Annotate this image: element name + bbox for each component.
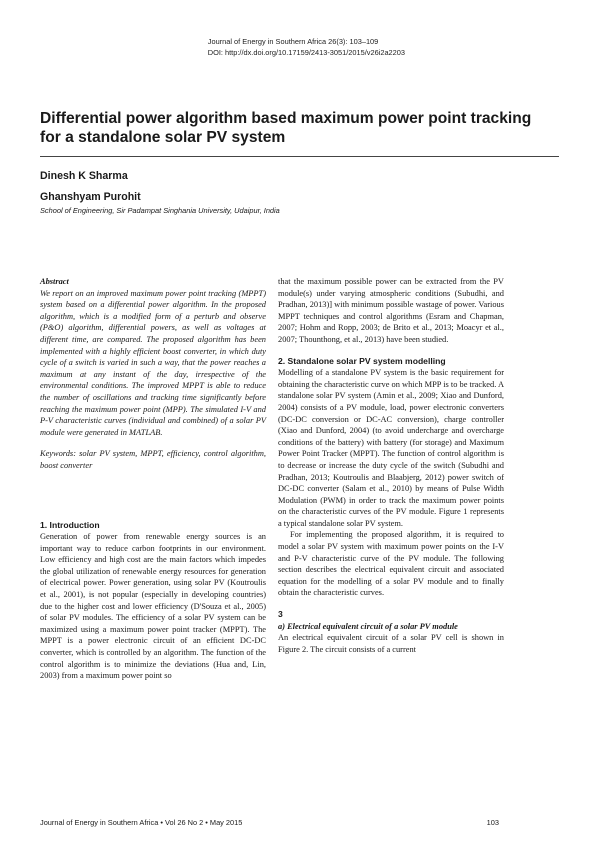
intro-text: Generation of power from renewable energy sources is an important way to reduce carbon footprints in our environment. Low efficiency and high cost are the main factors which impedes the global utilization of renewable energy resources for generation of electrical power. Power generation, using solar PV (Koutroulis et al., 2001), is not popular (especially in developing countries) due to the higher cost and lower efficiency (D'Souza et al., 2005) of solar PV modules. The efficiency of a solar PV system can be maximized using a maximum power point tracker (MPPT). The MPPT is a power electronic circuit of an efficient DC-DC converter, which is controlled by an algorithm. The function of the control algorithm is to minimize the deviations (Hua and, Lin, 2003) from a maximum power point so [40, 532, 266, 681]
right-paragraph-1: that the maximum possible power can be extracted from the PV module(s) under varying atmospheric conditions (Subudhi, and Pradhan, 2013)] with minimum possible wastage of power. Various MPPT techniques and control algorithms (Esram and Chapman, 2007; Hohm and Ropp, 2003; de Brito et al., 2013; Moacyr et al., 2007; Thounthong, et al., 2013) have been studied. [278, 277, 504, 344]
author-2: Ghanshyam Purohit [40, 191, 141, 203]
keywords: Keywords: solar PV system, MPPT, efficiency, control algorithm, boost converter [40, 449, 266, 470]
abstract-text: We report on an improved maximum power point tracking (MPPT) system based on a differential power algorithm. In the proposed algorithm, which is a modified form of a perturb and observe (P&O) algorithm, differential powers, as well as voltages at different time, are compared. The proposed algorithm has been implemented with a highly efficient boost converter, in which duty cycle of a switch is varied in such a way, that the power reaches a maximum at any instant of the day, irrespective of the environmental conditions. The improved MPPT is able to reduce the number of oscillations and tracking time significantly before reaching the maximum power point (MPP). The simulated I-V and P-V characteristic curves (individual and combined) of a solar PV module were generated in MATLAB. [40, 288, 266, 437]
section-2-heading: 2. Standalone solar PV system modelling [278, 355, 446, 366]
page-footer [40, 818, 499, 827]
section-3-paragraph-1: An electrical equivalent circuit of a solar PV cell is shown in Figure 2. The circuit consists of a current [278, 633, 504, 654]
author-1: Dinesh K Sharma [40, 170, 128, 182]
section-3-heading: 3 [278, 609, 283, 620]
intro-heading: 1. Introduction [40, 519, 100, 530]
journal-header [208, 36, 405, 58]
abstract-heading: Abstract [40, 277, 69, 286]
page-number: 103 [486, 818, 499, 827]
paper-title: Differential power algorithm based maximum power point tracking for a standalone solar PV system [40, 110, 532, 146]
affiliation: School of Engineering, Sir Padampat Singhania University, Udaipur, India [40, 206, 280, 215]
section-3a-heading: a) Electrical equivalent circuit of a solar PV module [278, 621, 458, 631]
right-column [278, 276, 504, 655]
footer-journal: Journal of Energy in Southern Africa • Vol 26 No 2 • May 2015 [40, 818, 243, 827]
left-column [40, 276, 266, 682]
section-2-paragraph-1: Modelling of a standalone PV system is the basic requirement for obtaining the characteristic curve on which MPP is to be tracked. A standalone solar PV system (Amin et al., 2009; Xiao and Dunford, 2004) consists of a PV module, load, power electronic converters (DC-DC conversion or DC-AC conversion), charge controller (Xiao and Dunford, 2004) (to avoid undercharge and overcharge conditions of the battery) with battery (for storage) and Maximum Power Point Tracker (MPPT). The function of control algorithm is to decrease or increase the duty cycle of the switch (Subudhi and Pradhan, 2013; Koutroulis and Blaabjerg, 2012) power switch of DC-DC converter (Salam et al., 2010) by means of Pulse Width Modulation (PWM) in order to track the maximum power points on the characteristic curves of the PV module. Figure 1 represents a typical standalone solar PV system. [278, 368, 504, 528]
header-doi[interactable]: DOI: http://dx.doi.org/10.17159/2413-3051/2015/v26i2a2203 [207, 48, 405, 57]
header-citation: Journal of Energy in Southern Africa 26(3): 103–109 [207, 37, 379, 46]
title-divider [40, 156, 559, 157]
section-2-paragraph-2: For implementing the proposed algorithm, it is required to model a solar PV system with maximum power points on the I-V and P-V characteristic curve of the PV module. The following section describes the electrical equivalent circuit and associated equation for the modelling of a solar PV module and to finally obtain the characteristic curves. [278, 530, 504, 598]
